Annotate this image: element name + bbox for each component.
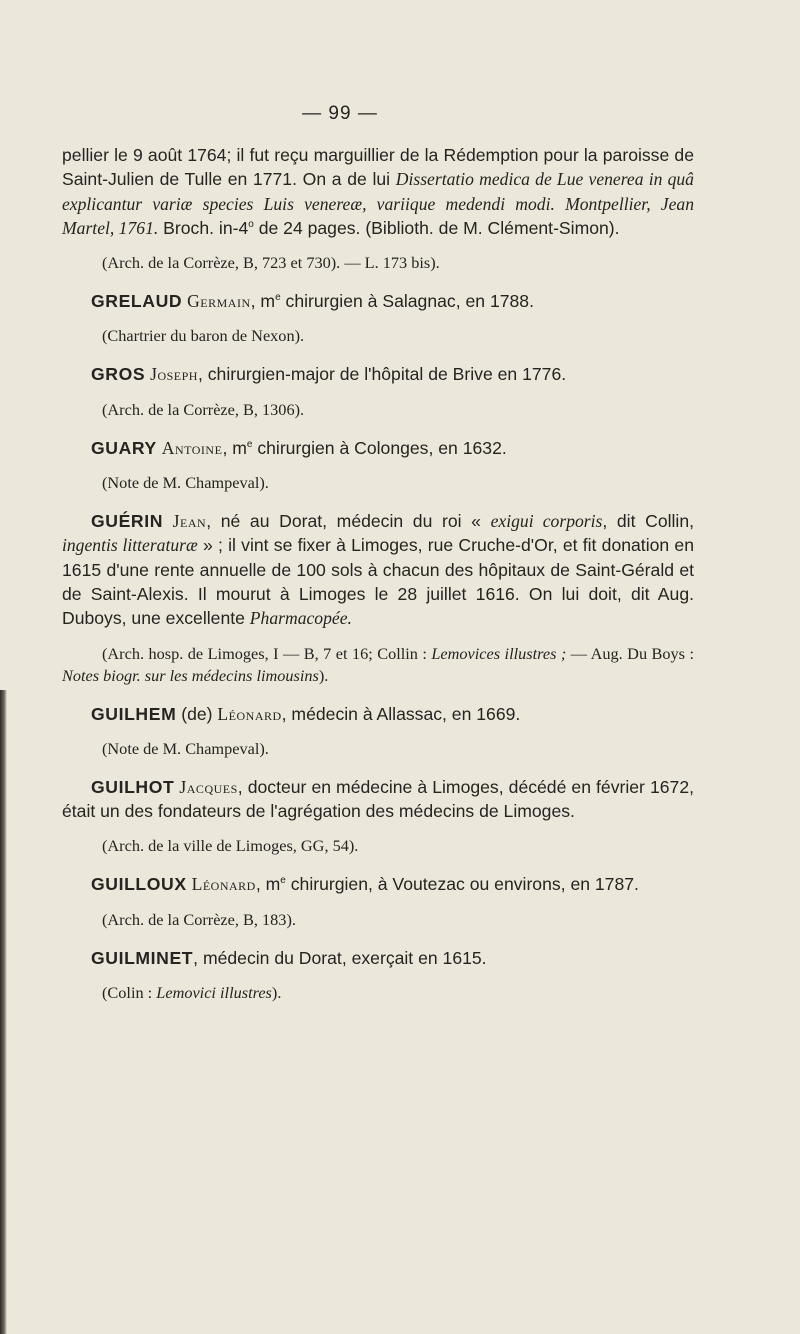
text-run: chirurgien à Salagnac, en 1788.: [280, 291, 534, 312]
source-citation: (Note de M. Champeval).: [102, 473, 269, 493]
source-citation: (Arch. de la ville de Limoges, GG, 54).: [102, 836, 359, 856]
text-run: de 24 pages. (Biblioth. de M. Clément-Simon).: [253, 217, 620, 238]
entry-paragraph: [62, 775, 694, 824]
text-run: , médecin du Dorat, exerçait en 1615.: [193, 947, 487, 968]
entry-particle: (de): [176, 703, 218, 724]
text-run: chirurgien, à Voutezac ou environs, en 1787.: [285, 874, 639, 895]
text-run: (Colin :: [102, 983, 157, 1003]
entry-paragraph: [62, 702, 694, 726]
entry-name: GUILHOT: [91, 776, 175, 797]
italic-text: exigui corporis: [490, 511, 603, 532]
entry-first-name: Léonard: [217, 703, 282, 724]
page-edge-shadow: [0, 690, 7, 1334]
entry-name: GUILMINET: [91, 947, 194, 968]
entry-name: GRELAUD: [91, 291, 183, 312]
italic-text: Lemovici illustres: [156, 983, 272, 1003]
text-run: , dit Collin,: [602, 511, 695, 532]
superscript: e: [280, 875, 286, 887]
entry-first-name: Jacques: [179, 776, 238, 797]
italic-text: ingentis litteraturæ: [62, 535, 198, 556]
text-run: ).: [318, 665, 329, 685]
text-run: ).: [271, 983, 282, 1003]
entry-first-name: Jean: [172, 511, 207, 532]
entry-paragraph: [62, 872, 694, 896]
entries-list: [62, 143, 694, 1019]
source-citation: [62, 643, 694, 687]
text-run: , chirurgien-major de l'hôpital de Brive en 1776.: [197, 364, 567, 385]
entry-first-name: Léonard: [191, 874, 256, 895]
entry-paragraph: [62, 362, 694, 386]
continuation-paragraph: [62, 143, 694, 240]
text-run: » ; il vint se fixer à Limoges, rue Cruche-d'Or, et fit donation en 1615 d'une rente annuelle de 100 sols à chacun des hôpitaux de Saint-Gérald et de Saint-Alexis. Il mourut à Limoges le 28 juillet 1616. On lui doit, dit Aug. Duboys, une excellente: [62, 535, 694, 629]
superscript: e: [275, 292, 281, 304]
source-citation: (Chartrier du baron de Nexon).: [102, 326, 305, 346]
text-run: Broch. in-4: [158, 217, 249, 238]
text-run: (Arch. hosp. de Limoges, I — B, 7 et 16; Collin :: [102, 643, 432, 663]
text-run: chirurgien à Colonges, en 1632.: [252, 437, 507, 458]
superscript: e: [246, 438, 253, 450]
entry-paragraph: [62, 436, 694, 460]
entry-first-name: Joseph: [150, 364, 198, 385]
text-run: pellier le 9 août 1764; il fut reçu marguillier de la Rédemption pour la paroisse de Saint-Julien de Tulle en 1771. On a de lui: [62, 145, 694, 190]
text-run: , m: [222, 437, 247, 458]
entry-name: GROS: [91, 364, 146, 385]
page-number: — 99 —: [302, 103, 378, 124]
entry-name: GUÉRIN: [91, 511, 164, 532]
entry-paragraph: [62, 946, 694, 970]
source-citation: (Note de M. Champeval).: [102, 738, 269, 758]
source-citation: [62, 982, 694, 1004]
italic-text: Lemovices illustres ;: [431, 643, 567, 663]
entry-paragraph: [62, 289, 694, 313]
italic-text: Dissertatio medica de Lue venerea in quâ explicantur variæ species Luis venereæ, variique medendi modi. Montpellier, Jean Martel, 1761.: [62, 169, 694, 238]
entry-paragraph: [62, 509, 694, 630]
text-run: — Aug. Du Boys :: [566, 643, 695, 663]
entry-first-name: Antoine: [161, 437, 223, 458]
italic-text: Notes biogr. sur les médecins limousins: [62, 665, 319, 685]
text-run: , m: [255, 874, 281, 895]
superscript: o: [248, 219, 254, 231]
text-run: , né au Dorat, médecin du roi «: [206, 511, 491, 532]
entry-name: GUILLOUX: [91, 874, 187, 895]
text-run: , docteur en médecine à Limoges, décédé en février 1672, était un des fondateurs de l'agrégation des médecins de Limoges.: [62, 776, 694, 822]
source-citation: (Arch. de la Corrèze, B, 183).: [102, 909, 296, 929]
text-run: , m: [250, 291, 276, 312]
italic-text: Pharmacopée.: [249, 608, 352, 629]
entry-first-name: Germain: [187, 291, 251, 312]
entry-name: GUARY: [91, 437, 157, 458]
source-citation: (Arch. de la Corrèze, B, 1306).: [102, 399, 305, 419]
text-run: , médecin à Allassac, en 1669.: [281, 703, 521, 724]
entry-name: GUILHEM: [91, 703, 177, 724]
source-citation: (Arch. de la Corrèze, B, 723 et 730). — L. 173 bis).: [102, 253, 440, 273]
